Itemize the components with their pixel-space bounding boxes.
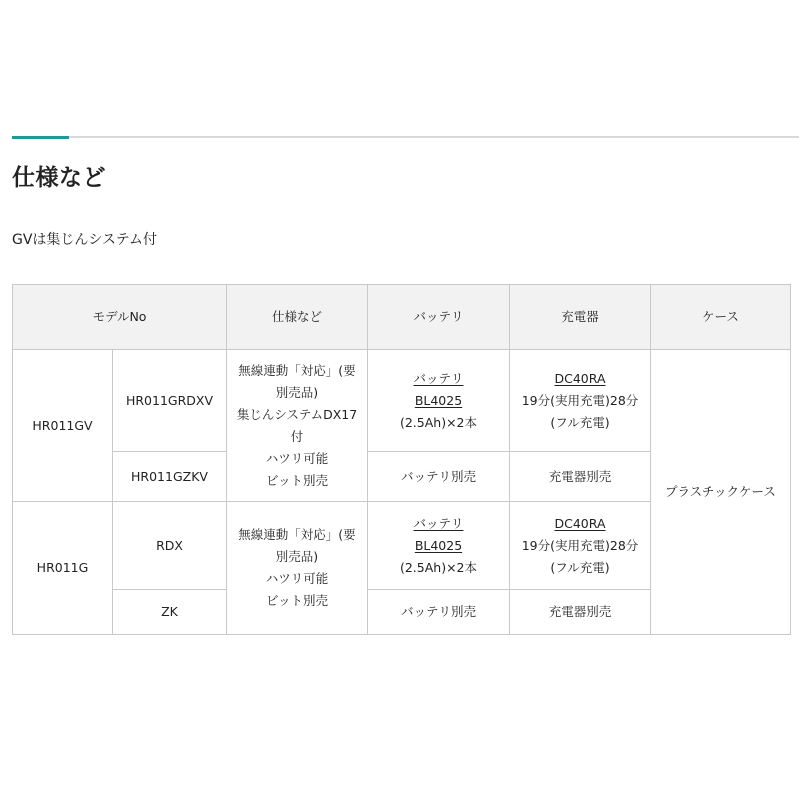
variant-cell: HR011GRDXV: [113, 350, 227, 452]
charger-note-text: (フル充電): [550, 559, 610, 575]
variant-cell: HR011GZKV: [113, 452, 227, 502]
charger-cell: 充電器別売: [510, 590, 651, 635]
spec-line: ハツリ可能: [265, 450, 329, 466]
spec-line: ビット別売: [265, 472, 328, 488]
spec-line: ハツリ可能: [265, 571, 329, 586]
case-cell: プラスチックケース: [651, 350, 791, 635]
spec-line: 集じんシステムDX17: [236, 406, 358, 422]
section-divider: [12, 136, 799, 138]
spec-line: 別売品): [275, 549, 319, 564]
battery-cell: [368, 502, 510, 590]
battery-link[interactable]: バッテリ: [413, 370, 464, 386]
header-battery: バッテリ: [368, 285, 510, 350]
header-case: ケース: [651, 285, 791, 350]
section-title: 仕様など: [12, 165, 106, 191]
spec-cell: [227, 350, 368, 502]
spec-line: 無線連動「対応」(要: [238, 527, 356, 542]
battery-spec-text: (2.5Ah)×2本: [399, 559, 478, 575]
charger-cell: [510, 350, 651, 452]
charger-cell: 充電器別売: [510, 452, 651, 502]
spec-line: 別売品): [275, 384, 319, 400]
spec-line: ビット別売: [265, 593, 328, 608]
spec-cell: [227, 502, 368, 635]
spec-table: [12, 284, 791, 635]
charger-time-text: 19分(実用充電)28分: [521, 537, 639, 553]
model-cell: HR011G: [13, 502, 113, 635]
battery-model-link[interactable]: BL4025: [414, 537, 463, 553]
spec-line: 無線連動「対応」(要: [238, 362, 356, 378]
battery-cell: バッテリ別売: [368, 452, 510, 502]
battery-model-link[interactable]: BL4025: [414, 392, 463, 408]
table-row: [13, 350, 791, 452]
battery-spec-text: (2.5Ah)×2本: [399, 414, 478, 430]
spec-line: 付: [290, 428, 304, 444]
header-spec: 仕様など: [227, 285, 368, 350]
charger-model-link[interactable]: DC40RA: [554, 515, 606, 531]
variant-cell: RDX: [113, 502, 227, 590]
header-model: モデルNo: [13, 285, 227, 350]
section-divider-accent: [12, 136, 69, 139]
charger-cell: [510, 502, 651, 590]
battery-cell: [368, 350, 510, 452]
charger-note-text: (フル充電): [550, 414, 610, 430]
model-cell: HR011GV: [13, 350, 113, 502]
section-note: GVは集じんシステム付: [12, 232, 158, 248]
charger-model-link[interactable]: DC40RA: [554, 370, 606, 386]
header-charger: 充電器: [510, 285, 651, 350]
battery-cell: バッテリ別売: [368, 590, 510, 635]
charger-time-text: 19分(実用充電)28分: [521, 392, 639, 408]
variant-cell: ZK: [113, 590, 227, 635]
table-header-row: [13, 285, 791, 350]
battery-link[interactable]: バッテリ: [413, 515, 464, 531]
